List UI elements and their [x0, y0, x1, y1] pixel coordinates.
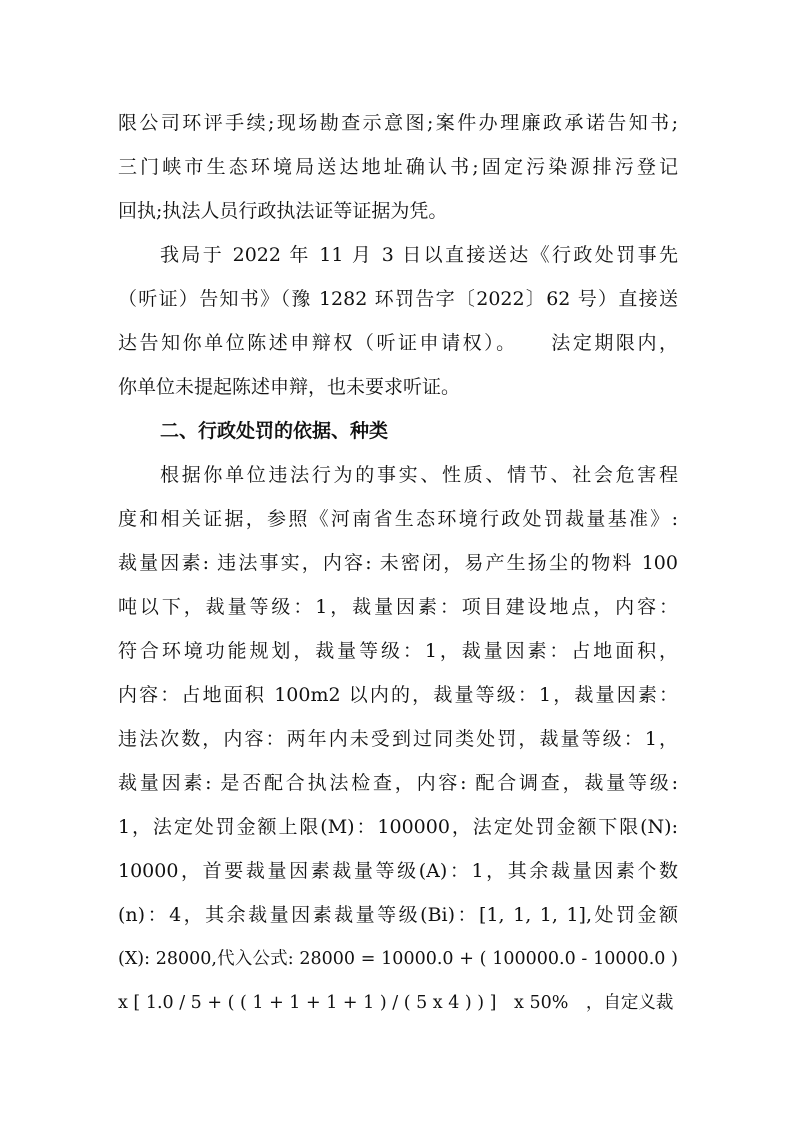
- paragraph-line: (X): 28000,代入公式: 28000 = 10000.0 + ( 100000.0 - 10000.0 ): [118, 949, 678, 969]
- paragraph-line: 1，法定处罚金额上限(M)：100000，法定处罚金额下限(N):: [118, 816, 678, 838]
- paragraph-line: 回执;执法人员行政执法证等证据为凭。: [118, 200, 448, 222]
- paragraph-line: 吨以下，裁量等级：1，裁量因素：项目建设地点，内容：: [118, 596, 678, 618]
- paragraph-line: 裁量因素: 是否配合执法检查，内容: 配合调查，裁量等级:: [118, 772, 678, 794]
- paragraph-line: 三门峡市生态环境局送达地址确认书;固定污染源排污登记: [118, 156, 678, 178]
- paragraph-line: （听证）告知书》（豫 1282 环罚告字〔2022〕62 号）直接送: [118, 288, 678, 310]
- paragraph-line: (n)：4，其余裁量因素裁量等级(Bi)：[1, 1, 1, 1],处罚金额: [118, 904, 678, 926]
- paragraph-line: 达告知你单位陈述申辩权（听证申请权）。 法定期限内，: [118, 332, 678, 354]
- paragraph-line: 根据你单位违法行为的事实、性质、情节、社会危害程: [160, 464, 678, 486]
- paragraph-line: 度和相关证据，参照《河南省生态环境行政处罚裁量基准》:: [118, 508, 678, 530]
- section-heading: 二、行政处罚的依据、种类: [160, 420, 389, 442]
- paragraph-line: 我局于 2022 年 11 月 3 日以直接送达《行政处罚事先: [160, 244, 678, 266]
- paragraph-line: 10000，首要裁量因素裁量等级(A)：1，其余裁量因素个数: [118, 860, 678, 882]
- paragraph-line: 符合环境功能规划，裁量等级：1，裁量因素：占地面积，: [118, 640, 678, 662]
- paragraph-line: 内容：占地面积 100m2 以内的，裁量等级：1，裁量因素：: [118, 684, 678, 706]
- paragraph-line: 限公司环评手续;现场勘查示意图;案件办理廉政承诺告知书;: [118, 112, 678, 134]
- paragraph-line: 你单位未提起陈述申辩，也未要求听证。: [118, 376, 461, 398]
- paragraph-line: 违法次数，内容：两年内未受到过同类处罚，裁量等级：1，: [118, 728, 678, 750]
- paragraph-line: x [ 1.0 / 5 + ( ( 1 + 1 + 1 + 1 ) / ( 5 x 4 ) ) ] x 50% ，自定义裁: [118, 993, 674, 1013]
- paragraph-line: 裁量因素: 违法事实，内容: 未密闭，易产生扬尘的物料 100: [118, 552, 678, 574]
